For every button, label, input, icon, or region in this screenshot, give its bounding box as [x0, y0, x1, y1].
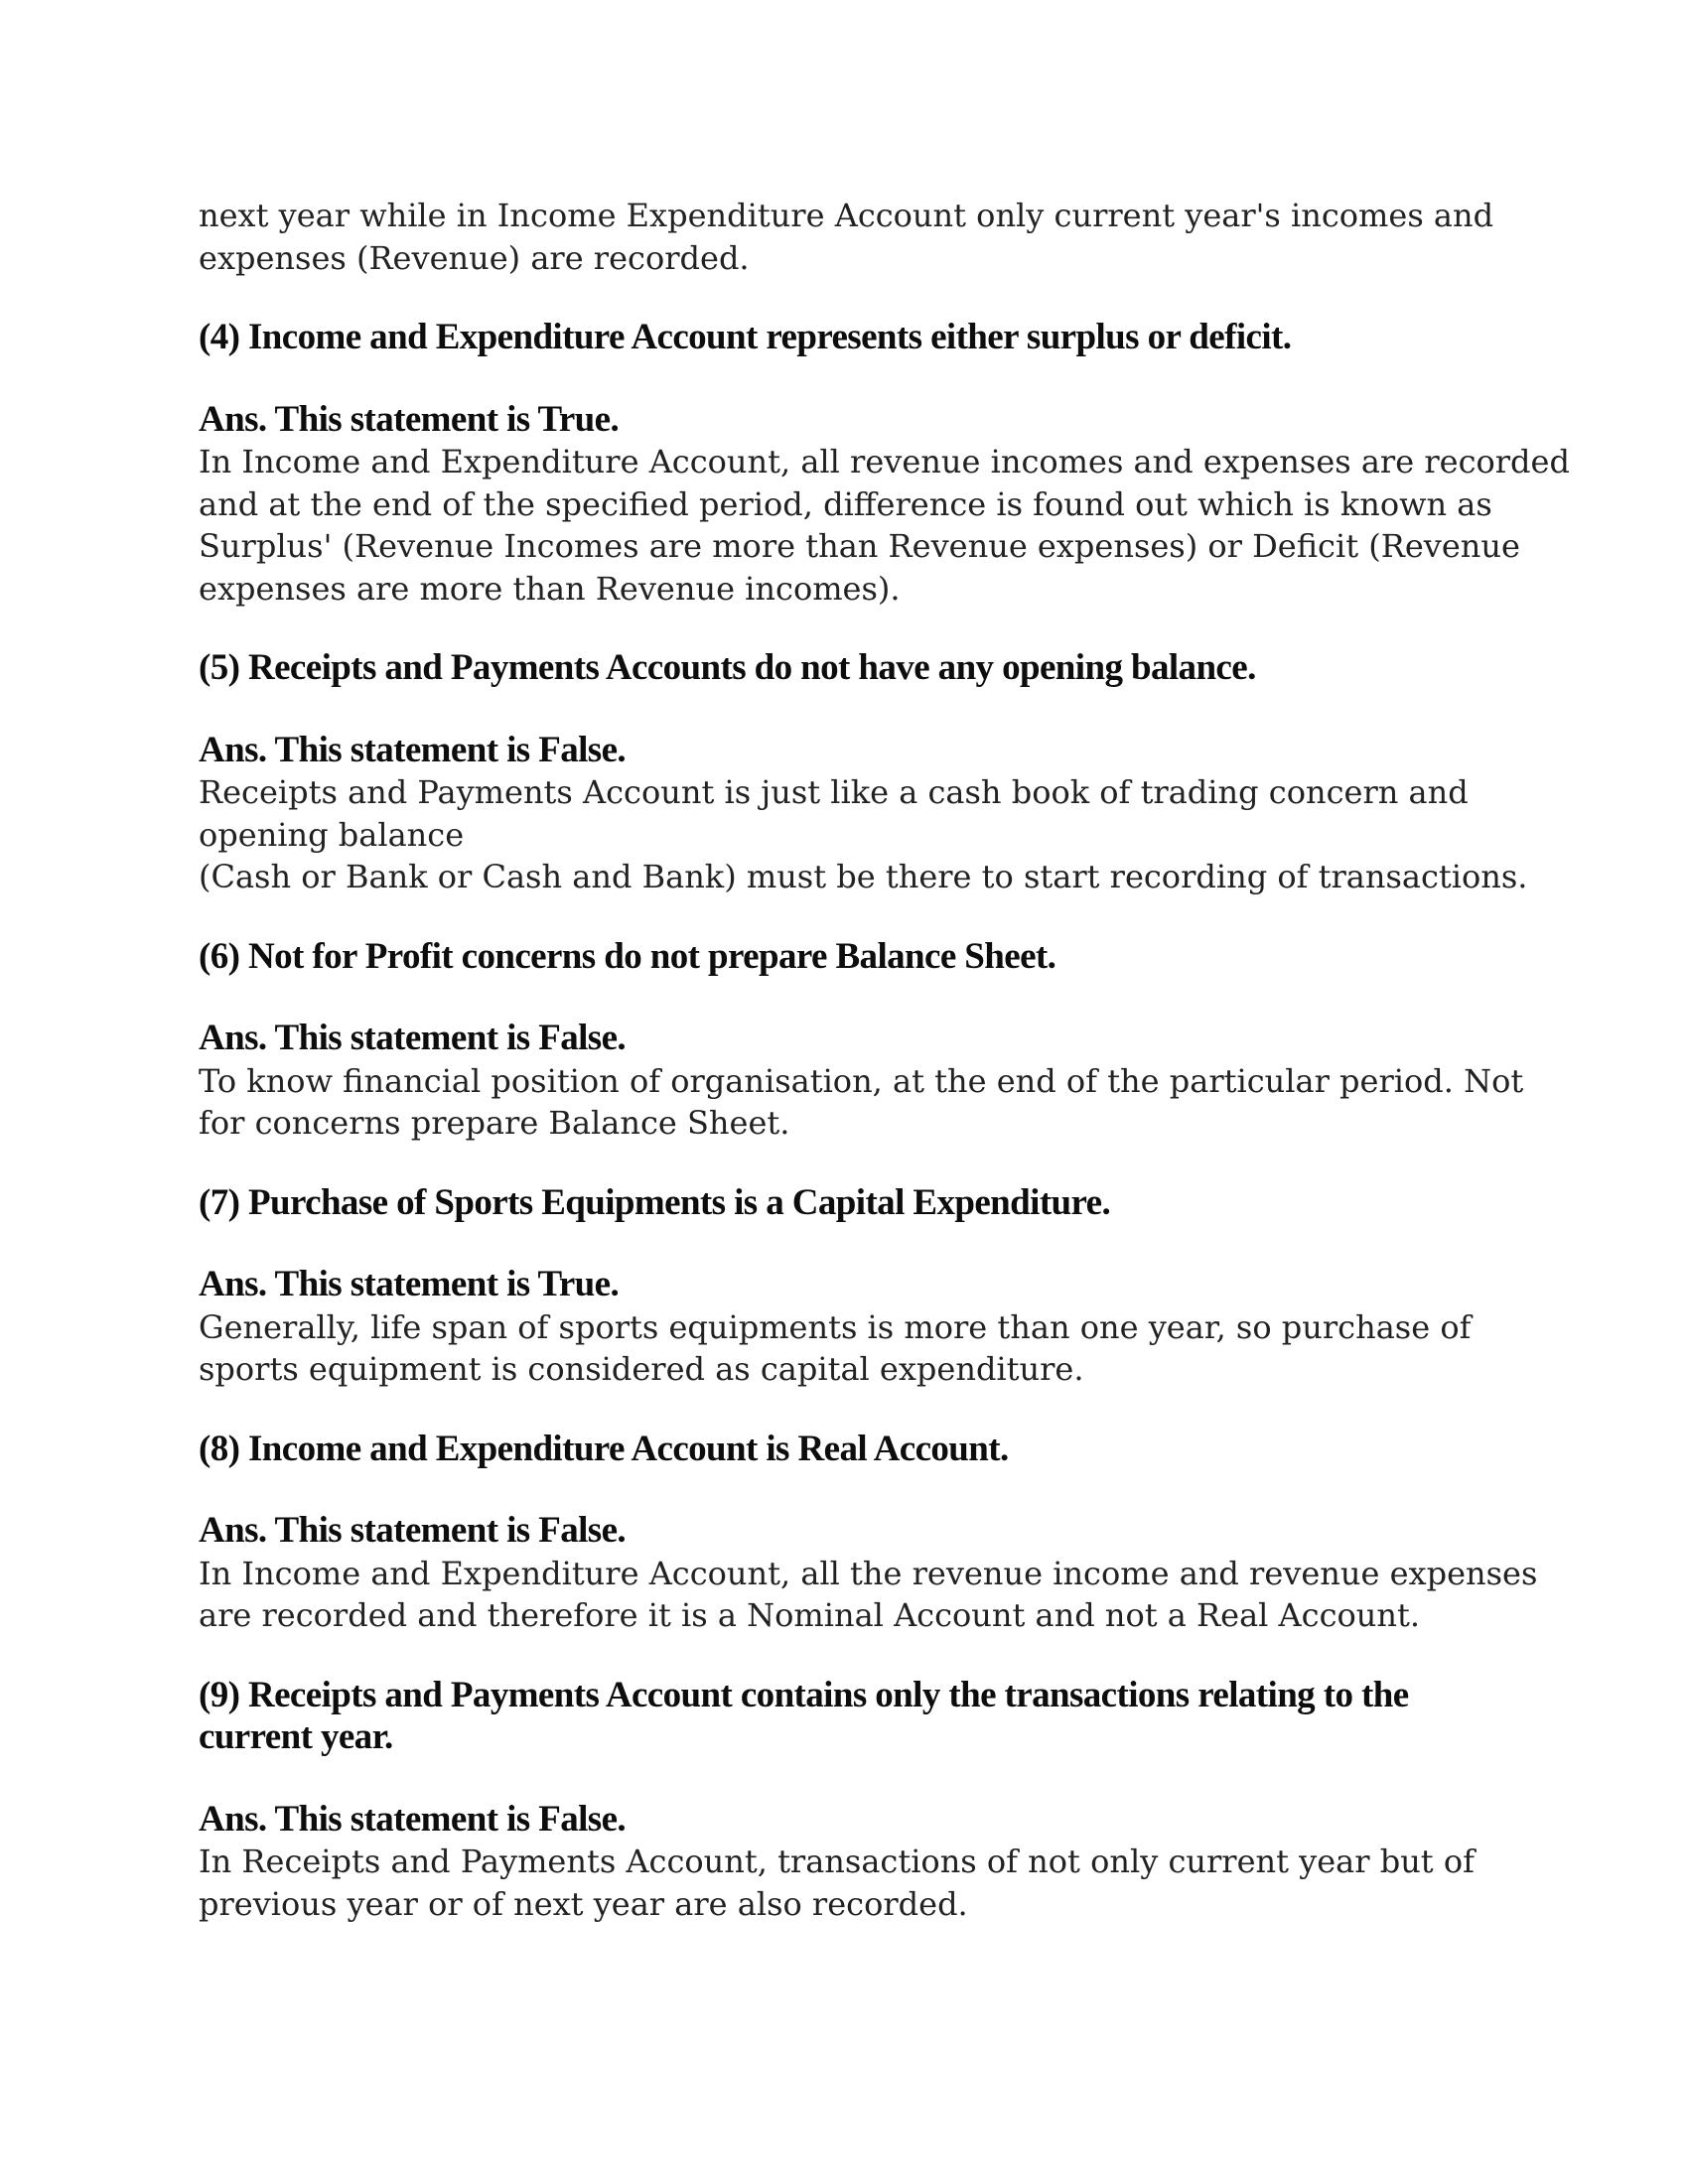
explanation-line: expenses are more than Revenue incomes).: [199, 569, 901, 608]
explanation-line: for concerns prepare Balance Sheet.: [199, 1104, 790, 1142]
explanation-line: and at the end of the specified period, difference is found out which is known as: [199, 484, 1492, 523]
explanation-9: [199, 1841, 1499, 1925]
question-4: [199, 317, 1499, 359]
answer-4: Ans. This statement is True.: [199, 398, 620, 440]
explanation-line: To know financial position of organisation, at the end of the particular period. Not: [199, 1061, 1524, 1100]
explanation-line: (Cash or Bank or Cash and Bank) must be there to start recording of transactions.: [199, 858, 1528, 895]
explanation-line: In Receipts and Payments Account, transactions of not only current year but of: [199, 1843, 1475, 1880]
question-6: [199, 936, 1499, 979]
explanation-line: are recorded and therefore it is a Nominal Account and not a Real Account.: [199, 1596, 1421, 1634]
question-line: (7) Purchase of Sports Equipments is a Capital Expenditure.: [199, 1181, 1111, 1223]
question-8: [199, 1429, 1499, 1471]
answer-5: Ans. This statement is False.: [199, 729, 627, 770]
explanation-5: [199, 771, 1528, 898]
explanation-8: [199, 1553, 1538, 1637]
question-7: [199, 1182, 1499, 1225]
explanation-line: previous year or of next year are also recorded.: [199, 1884, 968, 1923]
explanation-6: [199, 1060, 1524, 1145]
intro-line: next year while in Income Expenditure Account only current year's incomes and: [199, 197, 1494, 234]
question-5: [199, 647, 1499, 690]
explanation-line: In Income and Expenditure Account, all the revenue income and revenue expenses: [199, 1554, 1538, 1592]
question-line: current year.: [199, 1716, 393, 1757]
document-page: [199, 195, 1570, 1925]
explanation-7: [199, 1306, 1499, 1391]
question-line: (6) Not for Profit concerns do not prepare Balance Sheet.: [199, 935, 1056, 977]
explanation-line: Receipts and Payments Account is just like a cash book of trading concern and: [199, 773, 1469, 811]
question-line: (5) Receipts and Payments Accounts do not have any opening balance.: [199, 647, 1256, 688]
question-line: (4) Income and Expenditure Account represents either surplus or deficit.: [199, 317, 1292, 357]
explanation-4: [199, 441, 1570, 610]
explanation-line: opening balance: [199, 815, 465, 854]
answer-7: Ans. This statement is True.: [199, 1264, 620, 1304]
question-9: [199, 1675, 1499, 1759]
explanation-line: sports equipment is considered as capital expenditure.: [199, 1350, 1084, 1388]
explanation-line: Generally, life span of sports equipments is more than one year, so purchase of: [199, 1307, 1472, 1346]
intro-line: expenses (Revenue) are recorded.: [199, 238, 750, 277]
intro-paragraph: [199, 195, 1499, 279]
question-line: (9) Receipts and Payments Account contains only the transactions relating to the: [199, 1674, 1409, 1715]
answer-6: Ans. This statement is False.: [199, 1018, 627, 1058]
explanation-line: In Income and Expenditure Account, all revenue incomes and expenses are recorded: [199, 443, 1570, 480]
answer-8: Ans. This statement is False.: [199, 1510, 627, 1551]
explanation-line: Surplus' (Revenue Incomes are more than Revenue expenses) or Deficit (Revenue: [199, 527, 1520, 565]
answer-9: Ans. This statement is False.: [199, 1798, 627, 1840]
question-line: (8) Income and Expenditure Account is Real Account.: [199, 1428, 1009, 1469]
